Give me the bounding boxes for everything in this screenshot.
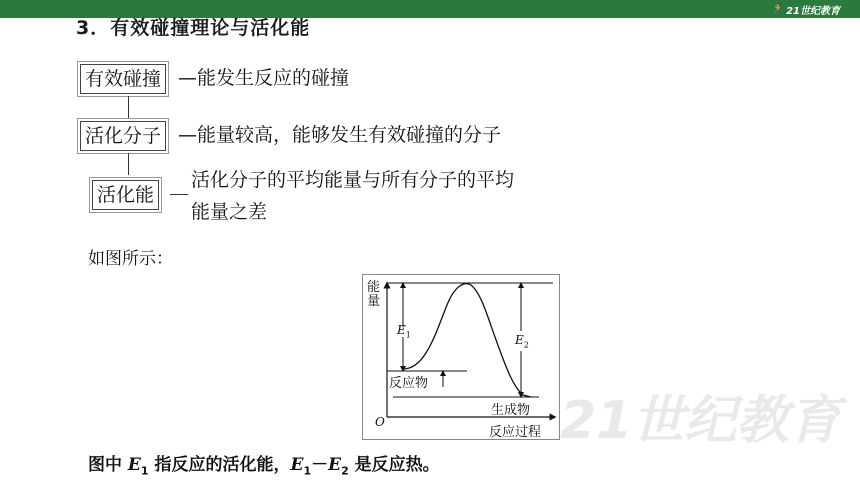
brand-logo-text: 21世纪教育 — [786, 5, 840, 17]
section-title: 3．有效碰撞理论与活化能 — [76, 17, 311, 39]
definition-activated-molecule: —能量较高，能够发生有效碰撞的分子 — [178, 124, 502, 146]
e2-label: $E_2$ — [515, 333, 529, 350]
watermark-logo: 21世纪教育 — [560, 391, 841, 451]
term-box-effective-collision: 有效碰撞 — [80, 64, 166, 94]
x-axis-label: 反应过程 — [489, 425, 542, 440]
brand-logo — [771, 1, 840, 17]
figure-caption: 如图所示： — [88, 249, 173, 269]
term-box-activated-molecule: 活化分子 — [80, 121, 166, 151]
e1-label: $E_1$ — [397, 323, 411, 340]
explanation-note: 图中 $E_1$ 指反应的活化能，$E_1-E_2$ 是反应热。 — [88, 455, 440, 478]
runner-icon: 🏃 — [770, 3, 784, 15]
connector-line — [128, 96, 129, 118]
reactant-label: 反应物 — [389, 376, 429, 391]
origin-label: O — [375, 415, 385, 429]
product-label: 生成物 — [491, 403, 531, 418]
definition-effective-collision: —能发生反应的碰撞 — [178, 67, 350, 89]
definition-activation-energy-line1: 活化分子的平均能量与所有分子的平均 — [191, 169, 515, 191]
connector-dash — [170, 194, 188, 195]
definition-activation-energy-line2: 能量之差 — [191, 201, 268, 223]
y-axis-label: 能量 — [367, 280, 381, 309]
energy-diagram — [362, 274, 560, 440]
term-box-activation-energy: 活化能 — [92, 180, 159, 210]
connector-line — [128, 153, 129, 175]
